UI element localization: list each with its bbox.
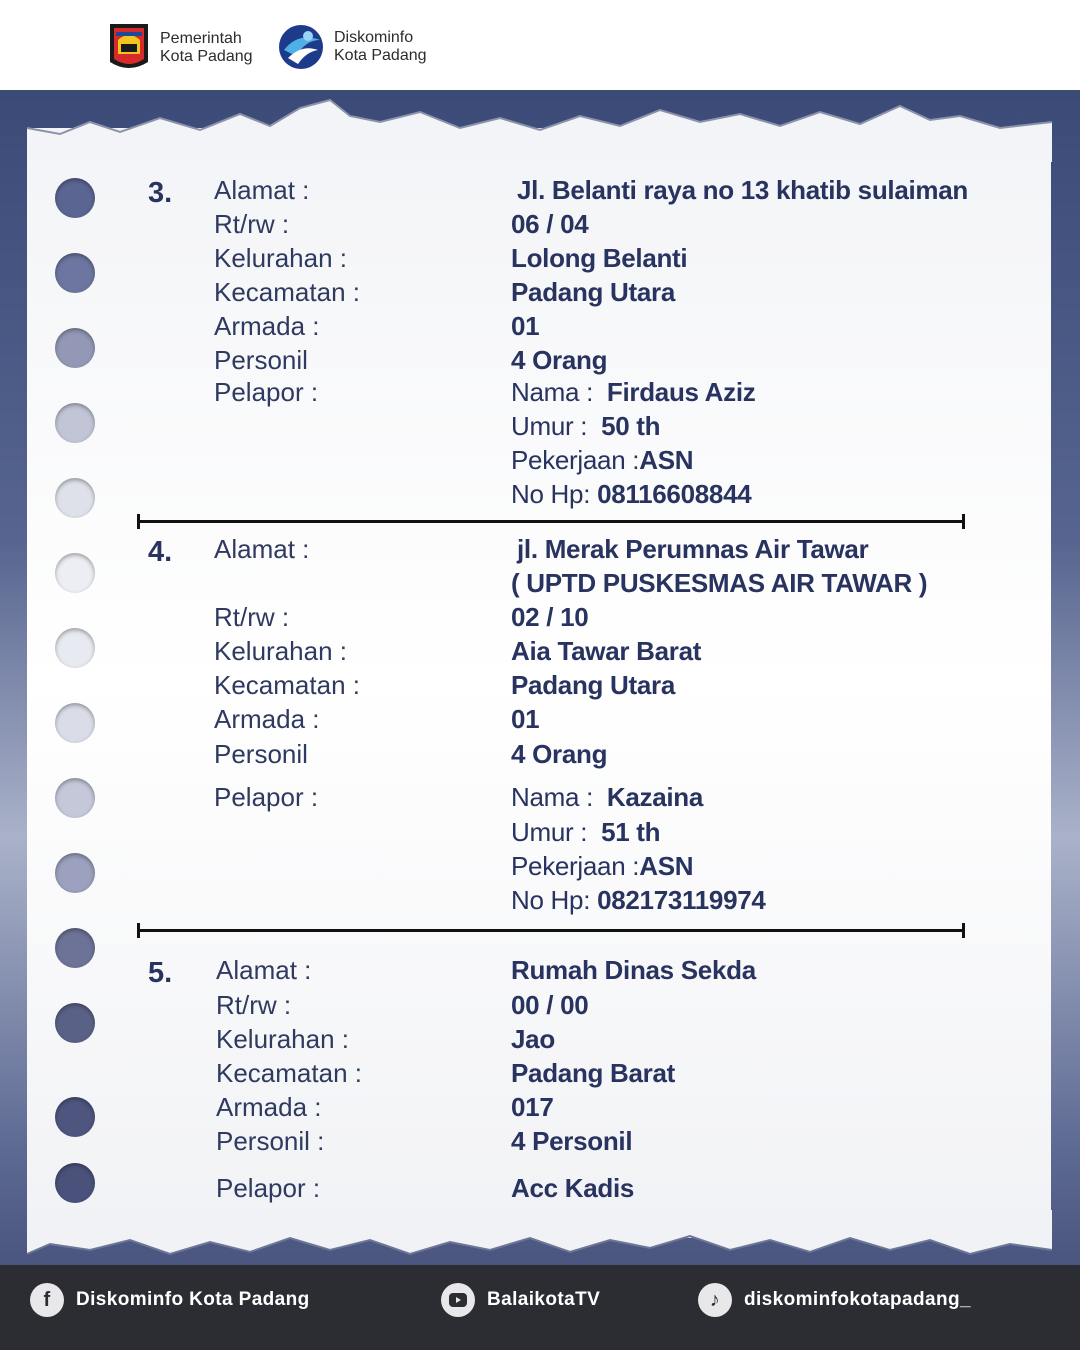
kota-padang-emblem-icon	[108, 22, 150, 74]
entry-number: 5.	[148, 957, 173, 989]
umur-row	[511, 411, 660, 442]
tiktok-link[interactable]	[698, 1283, 971, 1317]
binder-hole	[55, 853, 95, 893]
rtrw-value: 00 / 00	[511, 990, 589, 1020]
kecamatan-label: Kecamatan :	[214, 670, 360, 700]
logo2-line1: Diskominfo	[334, 29, 414, 46]
pekerjaan-label: Pekerjaan :	[511, 445, 640, 475]
umur-label: Umur :	[511, 411, 588, 441]
nama-row	[511, 782, 703, 813]
entry-divider	[137, 929, 965, 932]
facebook-handle: Diskominfo Kota Padang	[76, 1289, 310, 1310]
rtrw-label: Rt/rw :	[214, 602, 290, 632]
kelurahan-label: Kelurahan :	[216, 1024, 349, 1054]
pekerjaan-label: Pekerjaan :	[511, 851, 640, 881]
nohp-value: 08116608844	[597, 479, 752, 509]
kelurahan-label: Kelurahan :	[214, 636, 347, 666]
nohp-value: 082173119974	[597, 885, 766, 915]
binder-hole	[55, 253, 95, 293]
logo1-line2: Kota Padang	[160, 48, 253, 65]
umur-row	[511, 817, 660, 848]
armada-value: 01	[511, 311, 540, 341]
nama-row	[511, 377, 755, 408]
umur-value: 50 th	[601, 411, 661, 441]
nohp-row	[511, 885, 766, 916]
alamat-value: jl. Merak Perumnas Air Tawar	[517, 534, 869, 564]
alamat-label: Alamat :	[214, 175, 310, 205]
youtube-link[interactable]	[441, 1283, 600, 1317]
kecamatan-value: Padang Utara	[511, 277, 676, 307]
nama-label: Nama :	[511, 377, 594, 407]
pelapor-label: Pelapor :	[214, 377, 319, 407]
entry-number: 4.	[148, 536, 173, 568]
kecamatan-label: Kecamatan :	[214, 277, 360, 307]
nama-value: Firdaus Aziz	[606, 377, 756, 407]
kelurahan-value: Lolong Belanti	[511, 243, 688, 273]
pekerjaan-row	[511, 851, 693, 882]
binder-hole	[55, 553, 95, 593]
binder-hole	[55, 403, 95, 443]
binder-hole	[55, 778, 95, 818]
nohp-label: No Hp:	[511, 479, 591, 509]
entry-number: 3.	[148, 177, 173, 209]
entry-divider	[137, 520, 965, 523]
armada-value: 01	[511, 704, 540, 734]
kecamatan-value: Padang Barat	[511, 1058, 676, 1088]
footer-social-bar	[0, 1265, 1080, 1350]
kominfo-globe-icon	[278, 22, 324, 72]
armada-label: Armada :	[214, 311, 320, 341]
pelapor-label: Pelapor :	[214, 782, 319, 812]
umur-value: 51 th	[601, 817, 661, 847]
binder-hole	[55, 1163, 95, 1203]
nama-value: Kazaina	[606, 782, 704, 812]
kelurahan-value: Aia Tawar Barat	[511, 636, 702, 666]
rtrw-label: Rt/rw :	[214, 209, 290, 239]
pelapor-value: Acc Kadis	[511, 1173, 635, 1203]
armada-label: Armada :	[216, 1092, 322, 1122]
alamat-value: Jl. Belanti raya no 13 khatib sulaiman	[517, 175, 968, 205]
binder-hole	[55, 628, 95, 668]
pelapor-label: Pelapor :	[216, 1173, 321, 1203]
pekerjaan-row	[511, 445, 693, 476]
pekerjaan-value: ASN	[639, 851, 694, 881]
alamat-value: Rumah Dinas Sekda	[511, 955, 756, 985]
nohp-label: No Hp:	[511, 885, 591, 915]
torn-bottom-edge	[0, 1210, 1080, 1270]
personil-label: Personil	[214, 345, 308, 375]
torn-top-edge	[0, 92, 1080, 162]
logo2-line2: Kota Padang	[334, 47, 427, 64]
rtrw-value: 02 / 10	[511, 602, 589, 632]
binder-hole	[55, 328, 95, 368]
armada-label: Armada :	[214, 704, 320, 734]
personil-value: 4 Orang	[511, 345, 608, 375]
facebook-icon: f	[30, 1283, 64, 1317]
pekerjaan-value: ASN	[639, 445, 694, 475]
pemerintah-logo	[108, 22, 253, 74]
umur-label: Umur :	[511, 817, 588, 847]
binder-hole	[55, 478, 95, 518]
tiktok-icon: ♪	[698, 1283, 732, 1317]
binder-hole	[55, 703, 95, 743]
kecamatan-value: Padang Utara	[511, 670, 676, 700]
youtube-icon	[441, 1283, 475, 1317]
alamat-label: Alamat :	[216, 955, 312, 985]
youtube-handle: BalaikotaTV	[487, 1289, 601, 1310]
kecamatan-label: Kecamatan :	[216, 1058, 362, 1088]
kelurahan-value: Jao	[511, 1024, 555, 1054]
nama-label: Nama :	[511, 782, 594, 812]
binder-hole	[55, 178, 95, 218]
binder-hole	[55, 1003, 95, 1043]
armada-value: 017	[511, 1092, 554, 1122]
nohp-row	[511, 479, 751, 510]
personil-value: 4 Personil	[511, 1126, 633, 1156]
alamat-value-line2: ( UPTD PUSKESMAS AIR TAWAR )	[511, 568, 928, 598]
kelurahan-label: Kelurahan :	[214, 243, 347, 273]
tiktok-handle: diskominfokotapadang_	[744, 1289, 971, 1310]
personil-label: Personil	[214, 739, 308, 769]
rtrw-label: Rt/rw :	[216, 990, 292, 1020]
logo1-line1: Pemerintah	[160, 30, 242, 47]
personil-label: Personil :	[216, 1126, 325, 1156]
alamat-label: Alamat :	[214, 534, 310, 564]
facebook-link[interactable]	[30, 1283, 310, 1317]
diskominfo-logo	[278, 22, 427, 72]
binder-hole	[55, 928, 95, 968]
personil-value: 4 Orang	[511, 739, 608, 769]
header	[0, 0, 1080, 90]
rtrw-value: 06 / 04	[511, 209, 589, 239]
binder-hole	[55, 1097, 95, 1137]
